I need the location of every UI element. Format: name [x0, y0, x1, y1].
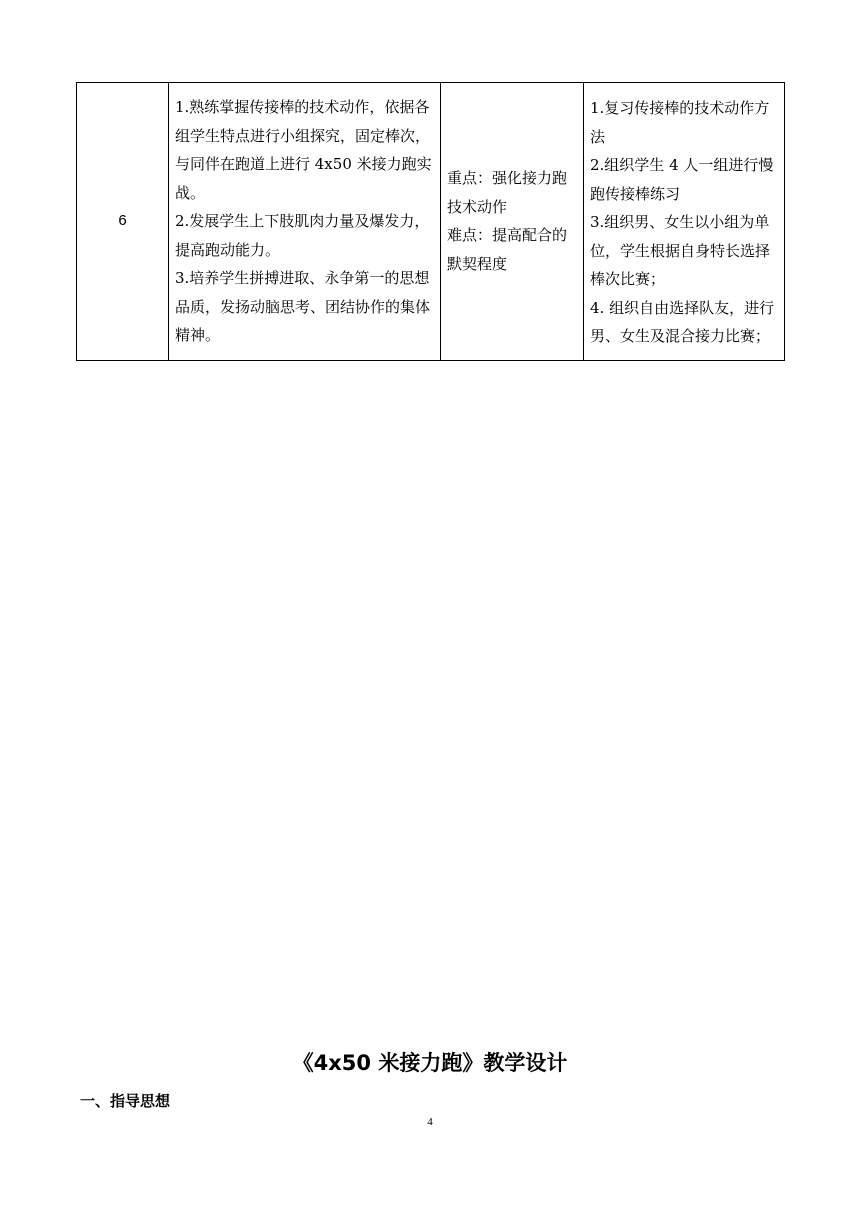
key-point-item: 重点：强化接力跑技术动作 — [447, 169, 568, 216]
procedure-item: 1.复习传接棒的技术动作方法 — [590, 99, 770, 146]
section-heading: 一、指导思想 — [80, 1092, 171, 1110]
objective-item: 2.发展学生上下肢肌肉力量及爆发力，提高跑动能力。 — [175, 212, 430, 259]
table-row — [77, 83, 785, 361]
objective-item: 3.培养学生拼搏进取、永争第一的思想品质，发扬动脑思考、团结协作的集体精神。 — [175, 269, 431, 344]
objective-item: 1.熟练掌握传接棒的技术动作，依据各组学生特点进行小组探究，固定棒次，与同伴在跑道上进行 4x50 米接力跑实战。 — [175, 98, 432, 202]
page-number: 4 — [427, 1116, 433, 1128]
procedure-item: 2.组织学生 4 人一组进行慢跑传接棒练习 — [590, 156, 774, 203]
difficulty-point-item: 难点：提高配合的默契程度 — [447, 226, 568, 273]
procedures-cell — [584, 83, 785, 361]
key-points-cell — [441, 83, 584, 361]
lesson-number-cell: 6 — [77, 83, 169, 361]
procedure-item: 4. 组织自由选择队友，进行男、女生及混合接力比赛； — [590, 298, 775, 345]
objectives-cell — [169, 83, 441, 361]
document-title: 《4x50 米接力跑》教学设计 — [292, 1051, 568, 1075]
lesson-table — [76, 82, 785, 361]
procedure-item: 3.组织男、女生以小组为单位，学生根据自身特长选择棒次比赛； — [590, 213, 771, 288]
